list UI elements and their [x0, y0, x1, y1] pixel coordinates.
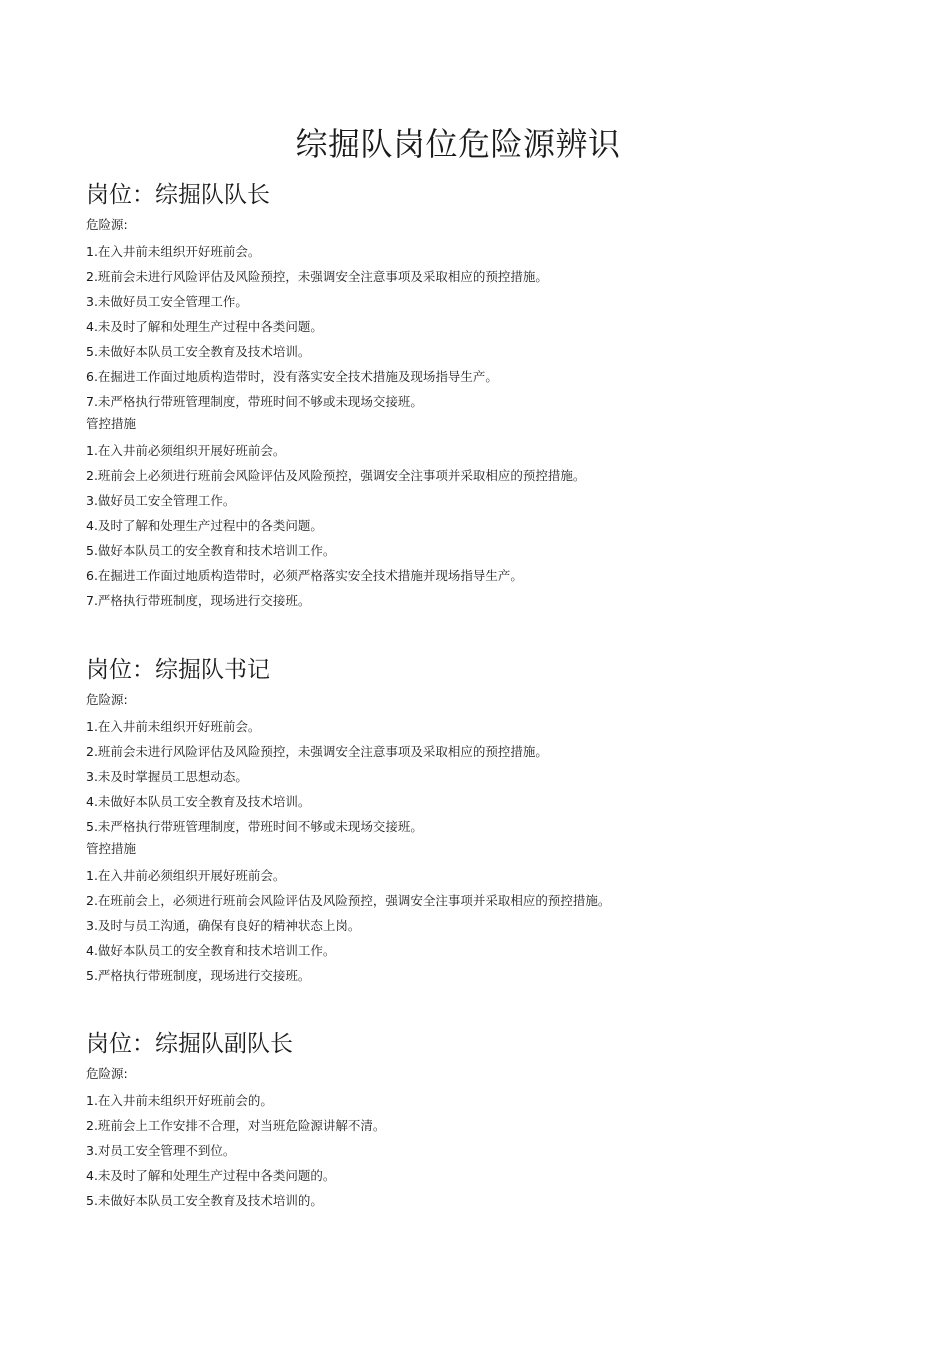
- hazards-list: [86, 235, 906, 414]
- list-item: 3.及时与员工沟通，确保有良好的精神状态上岗。: [86, 918, 361, 933]
- list-item: 4.及时了解和处理生产过程中的各类问题。: [86, 518, 323, 533]
- section-heading: 岗位：综掘队队长: [86, 182, 270, 208]
- controls-list: [86, 434, 906, 613]
- list-item: 4.未及时了解和处理生产过程中各类问题的。: [86, 1168, 336, 1183]
- list-item: 3.未及时掌握员工思想动态。: [86, 769, 248, 784]
- list-item: 4.未做好本队员工安全教育及技术培训。: [86, 794, 311, 809]
- list-item: 6.在掘进工作面过地质构造带时，必须严格落实安全技术措施并现场指导生产。: [86, 568, 523, 583]
- hazards-label: 危险源:: [86, 1066, 128, 1081]
- list-item: 2.班前会上必须进行班前会风险评估及风险预控，强调安全注事项并采取相应的预控措施。: [86, 468, 586, 483]
- document-title: 综掘队岗位危险源辨识: [295, 125, 621, 163]
- list-item: 5.未做好本队员工安全教育及技术培训的。: [86, 1193, 323, 1208]
- list-item: 3.未做好员工安全管理工作。: [86, 294, 248, 309]
- list-item: 7.严格执行带班制度，现场进行交接班。: [86, 593, 311, 608]
- list-item: 1.在入井前未组织开好班前会。: [86, 719, 261, 734]
- list-item: 5.做好本队员工的安全教育和技术培训工作。: [86, 543, 336, 558]
- list-item: 5.未做好本队员工安全教育及技术培训。: [86, 344, 311, 359]
- list-item: 6.在掘进工作面过地质构造带时，没有落实安全技术措施及现场指导生产。: [86, 369, 498, 384]
- hazards-list: [86, 1084, 906, 1213]
- list-item: 1.在入井前必须组织开展好班前会。: [86, 868, 286, 883]
- list-item: 3.对员工安全管理不到位。: [86, 1143, 236, 1158]
- list-item: 2.班前会未进行风险评估及风险预控，未强调安全注意事项及采取相应的预控措施。: [86, 744, 548, 759]
- hazards-label: 危险源:: [86, 692, 128, 707]
- hazards-label: 危险源:: [86, 217, 128, 232]
- hazards-list: [86, 710, 906, 839]
- list-item: 1.在入井前未组织开好班前会的。: [86, 1093, 273, 1108]
- section-team-leader: [86, 179, 906, 613]
- controls-label: 管控措施: [86, 416, 137, 431]
- list-item: 4.未及时了解和处理生产过程中各类问题。: [86, 319, 323, 334]
- section-heading: 岗位：综掘队书记: [86, 657, 270, 683]
- list-item: 2.班前会上工作安排不合理，对当班危险源讲解不清。: [86, 1118, 386, 1133]
- list-item: 1.在入井前未组织开好班前会。: [86, 244, 261, 259]
- section-party-secretary: [86, 654, 906, 988]
- list-item: 4.做好本队员工的安全教育和技术培训工作。: [86, 943, 336, 958]
- list-item: 3.做好员工安全管理工作。: [86, 493, 236, 508]
- controls-list: [86, 859, 906, 988]
- list-item: 5.严格执行带班制度，现场进行交接班。: [86, 968, 311, 983]
- controls-label: 管控措施: [86, 841, 137, 856]
- list-item: 7.未严格执行带班管理制度，带班时间不够或未现场交接班。: [86, 394, 423, 409]
- list-item: 1.在入井前必须组织开展好班前会。: [86, 443, 286, 458]
- list-item: 2.班前会未进行风险评估及风险预控，未强调安全注意事项及采取相应的预控措施。: [86, 269, 548, 284]
- list-item: 2.在班前会上，必须进行班前会风险评估及风险预控，强调安全注事项并采取相应的预控措施。: [86, 893, 611, 908]
- list-item: 5.未严格执行带班管理制度，带班时间不够或未现场交接班。: [86, 819, 423, 834]
- section-heading: 岗位：综掘队副队长: [86, 1031, 293, 1057]
- section-deputy-leader: [86, 1028, 906, 1213]
